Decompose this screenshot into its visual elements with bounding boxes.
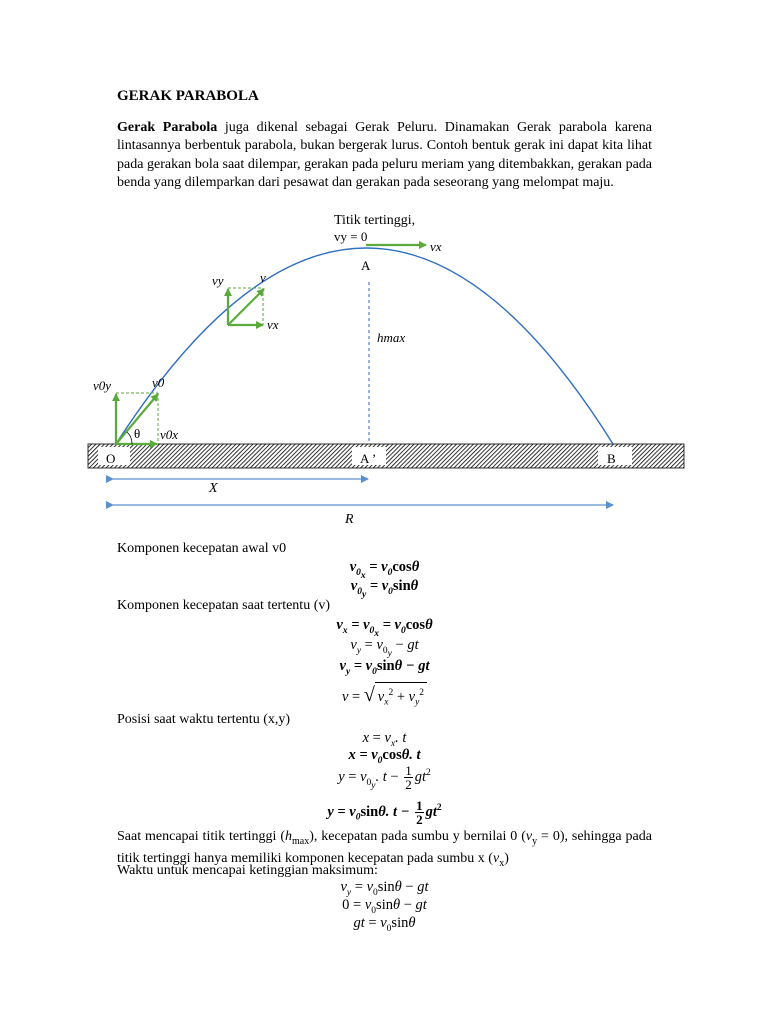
equation-zero-peak: $0 = v_0\sin\theta$ − gt: [342, 897, 427, 916]
equation-gt-peak: gt = $v_0\sin\theta$: [353, 915, 416, 934]
hmax-label: hmax: [377, 330, 406, 345]
intro-paragraph: [117, 119, 652, 193]
v0x-label: v0x: [160, 427, 179, 442]
equation-y: $y = v_{0_y}$. t − $\frac{1}{2}$ $gt^2$: [338, 763, 431, 792]
ground: [88, 444, 684, 468]
x-distance-label: X: [209, 481, 218, 496]
equation-vy-peak: $v_y = v_0\sin\theta$ − gt: [340, 879, 429, 898]
equation-v0y: $v_{0_y} = v_0\sin\theta$: [350, 578, 419, 600]
trajectory-curve: [116, 248, 613, 444]
projectile-diagram: [0, 200, 768, 530]
v-label: v: [260, 270, 266, 285]
point-b-label: B: [607, 451, 616, 466]
equation-v0x: $v_{0_x} = v_0\cos\theta$: [349, 559, 420, 581]
page-title: GERAK PARABOLA: [117, 88, 259, 104]
point-o-label: O: [106, 451, 116, 466]
intro-lead: Gerak Parabola: [117, 120, 218, 135]
v0y-label: v0y: [93, 378, 112, 393]
equation-vy: $v_y = v_{0_y}$ − gt: [350, 637, 419, 659]
point-a-label: A: [361, 258, 371, 273]
r-distance-label: R: [345, 512, 354, 527]
point-a-prime-label: A ’: [360, 451, 377, 466]
peak-note-paragraph: Saat mencapai titik tertinggi $(h_{max})$, kecepatan pada sumbu y bernilai 0 $(v_y = 0)$, sehingga pada titik tertinggi hanya memiliki komponen kecepatan pada sumbu x $(v_x)$: [117, 829, 652, 870]
v0-label: v0: [152, 375, 165, 390]
vy-label: vy: [212, 273, 224, 288]
vx-label: vx: [267, 317, 279, 332]
equation-v-magnitude: v = √ $v_x^2 + v_y^2$: [117, 682, 652, 712]
peak-label-1: Titik tertinggi,: [334, 213, 416, 228]
section-max-height-time: Waktu untuk mencapai ketinggian maksimum:: [117, 863, 378, 878]
theta-label: θ: [134, 426, 141, 441]
intro-text: juga dikenal sebagai Gerak Peluru. Dinamakan Gerak parabola karena lintasannya berbentuk parabola, bukan bergerak lurus. Contoh bentuk gerak ini dapat kita lihat pada gerakan bola saat dilempar, gerakan pada peluru meriam yang ditembakkan, gerakan pada benda yang dilemparkan dari pesawat dan gerakan pada seseorang yang melompat maju.: [117, 120, 652, 191]
equation-y-expanded: $y = v_0\sin\theta$. t − $\frac{1}{2}$ $gt^2$: [327, 798, 442, 827]
section-velocity-at-time: Komponen kecepatan saat tertentu (v): [117, 598, 331, 613]
equation-vy-expanded: $v_y = v_0\sin\theta$ − gt: [339, 658, 430, 677]
peak-vx-label: vx: [430, 239, 442, 254]
peak-label-2: vy = 0: [334, 229, 368, 244]
equation-x: $x = v_x$. t: [362, 730, 407, 749]
equation-x-expanded: $x = v_0\cos\theta$. t: [348, 747, 421, 766]
theta-arc: [127, 432, 132, 444]
equation-vx: $v_x = v_{0_x} = v_0\cos\theta$: [336, 617, 433, 639]
section-position-at-time: Posisi saat waktu tertentu (x,y): [117, 712, 291, 727]
section-initial-velocity: Komponen kecepatan awal v0: [117, 541, 287, 556]
